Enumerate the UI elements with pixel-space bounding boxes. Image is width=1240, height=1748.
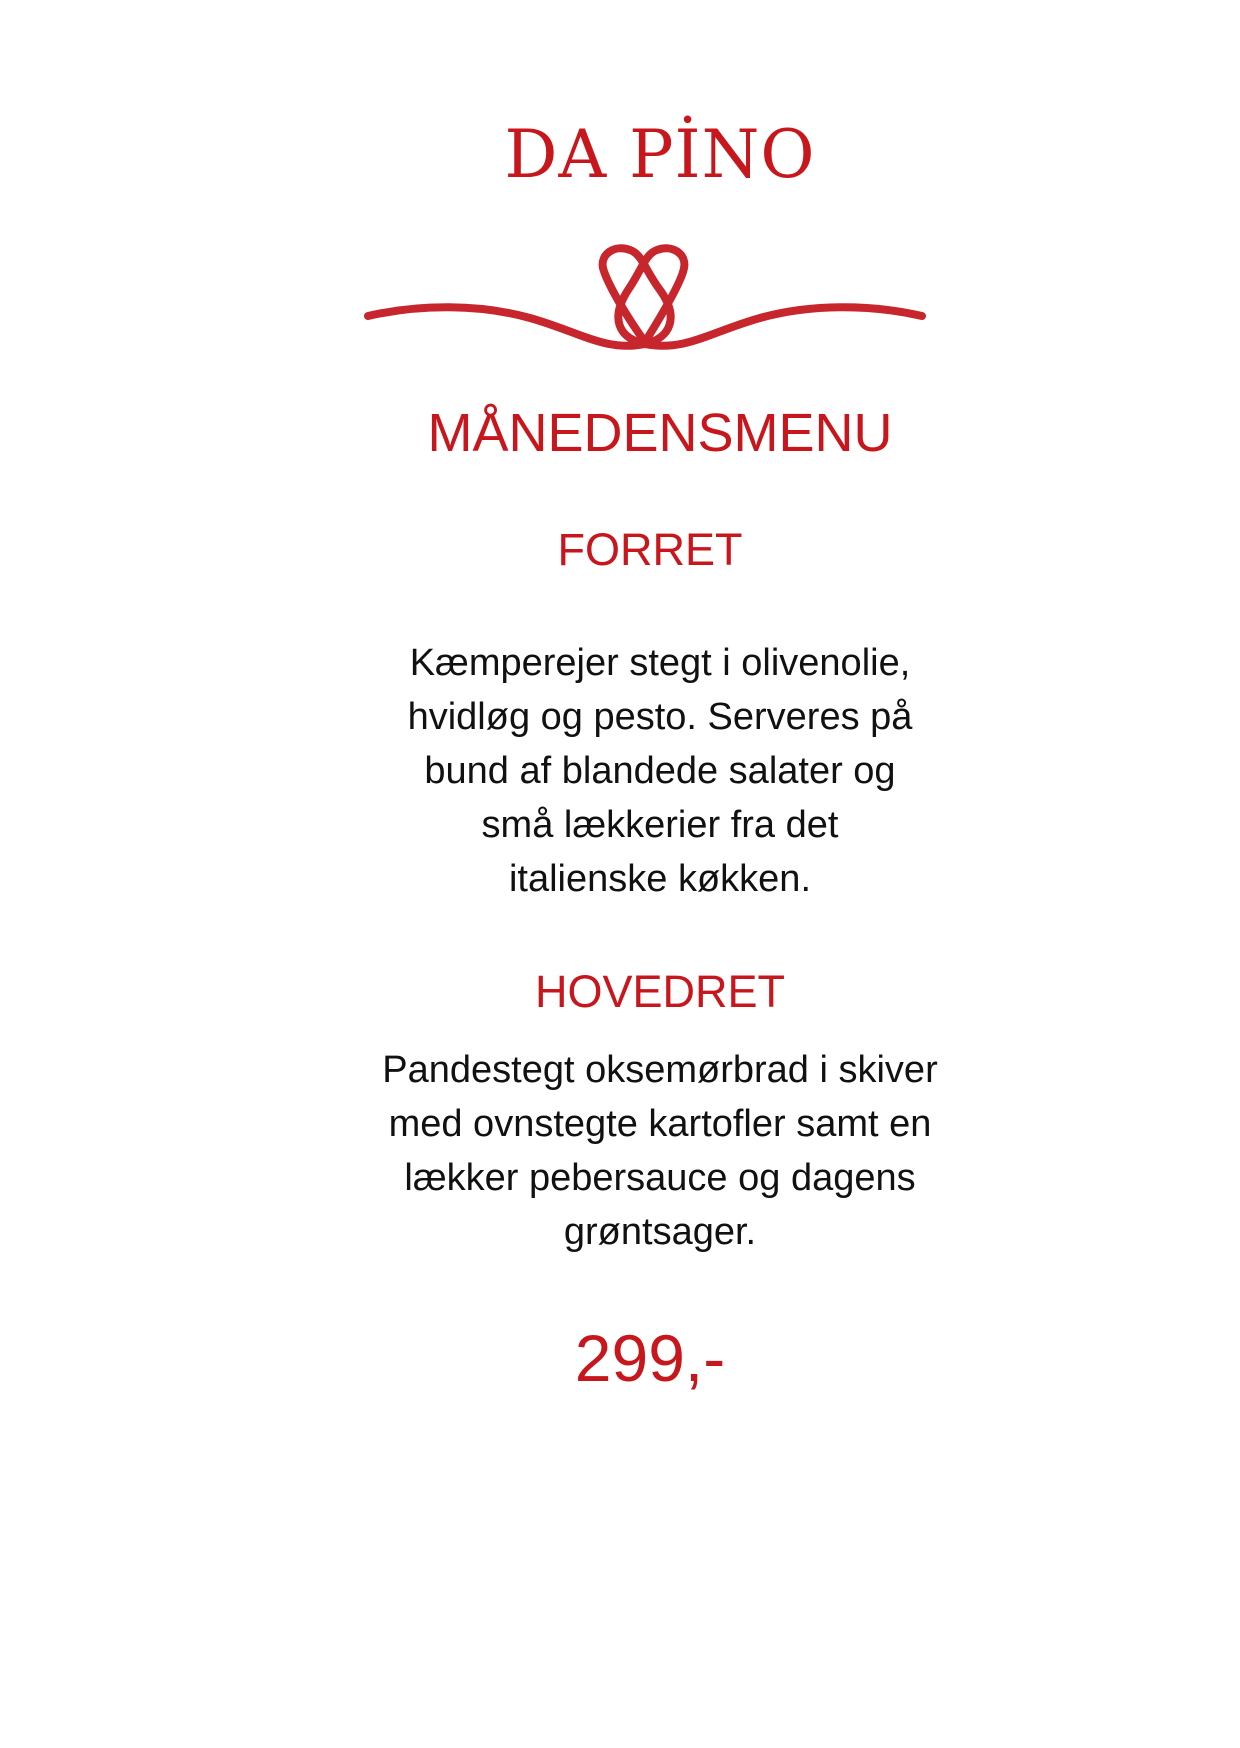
starter-line: små lækkerier fra det [481,804,839,846]
starter-title: FORRET [557,524,743,575]
main-course-description [0,1043,1240,1259]
monthly-menu-title: MÅNEDENSMENU [427,403,893,463]
heart-ribbon-icon [360,240,930,360]
main-course-line: Pandestegt oksemørbrad i skiver [382,1049,938,1091]
starter-line: hvidløg og pesto. Serveres på [407,696,913,738]
main-course-line: grøntsager. [563,1211,757,1253]
main-course-line: lækker pebersauce og dagens [404,1157,916,1199]
main-course-title: HOVEDRET [534,966,786,1017]
restaurant-name: DA PİNO [504,116,816,193]
starter-description [0,636,1240,906]
main-course-line: med ovnstegte kartofler samt en [388,1103,932,1145]
starter-line: bund af blandede salater og [424,750,896,792]
starter-line: Kæmperejer stegt i olivenolie, [409,642,911,684]
starter-line: italienske køkken. [508,858,811,900]
menu-price: 299,- [574,1321,726,1395]
